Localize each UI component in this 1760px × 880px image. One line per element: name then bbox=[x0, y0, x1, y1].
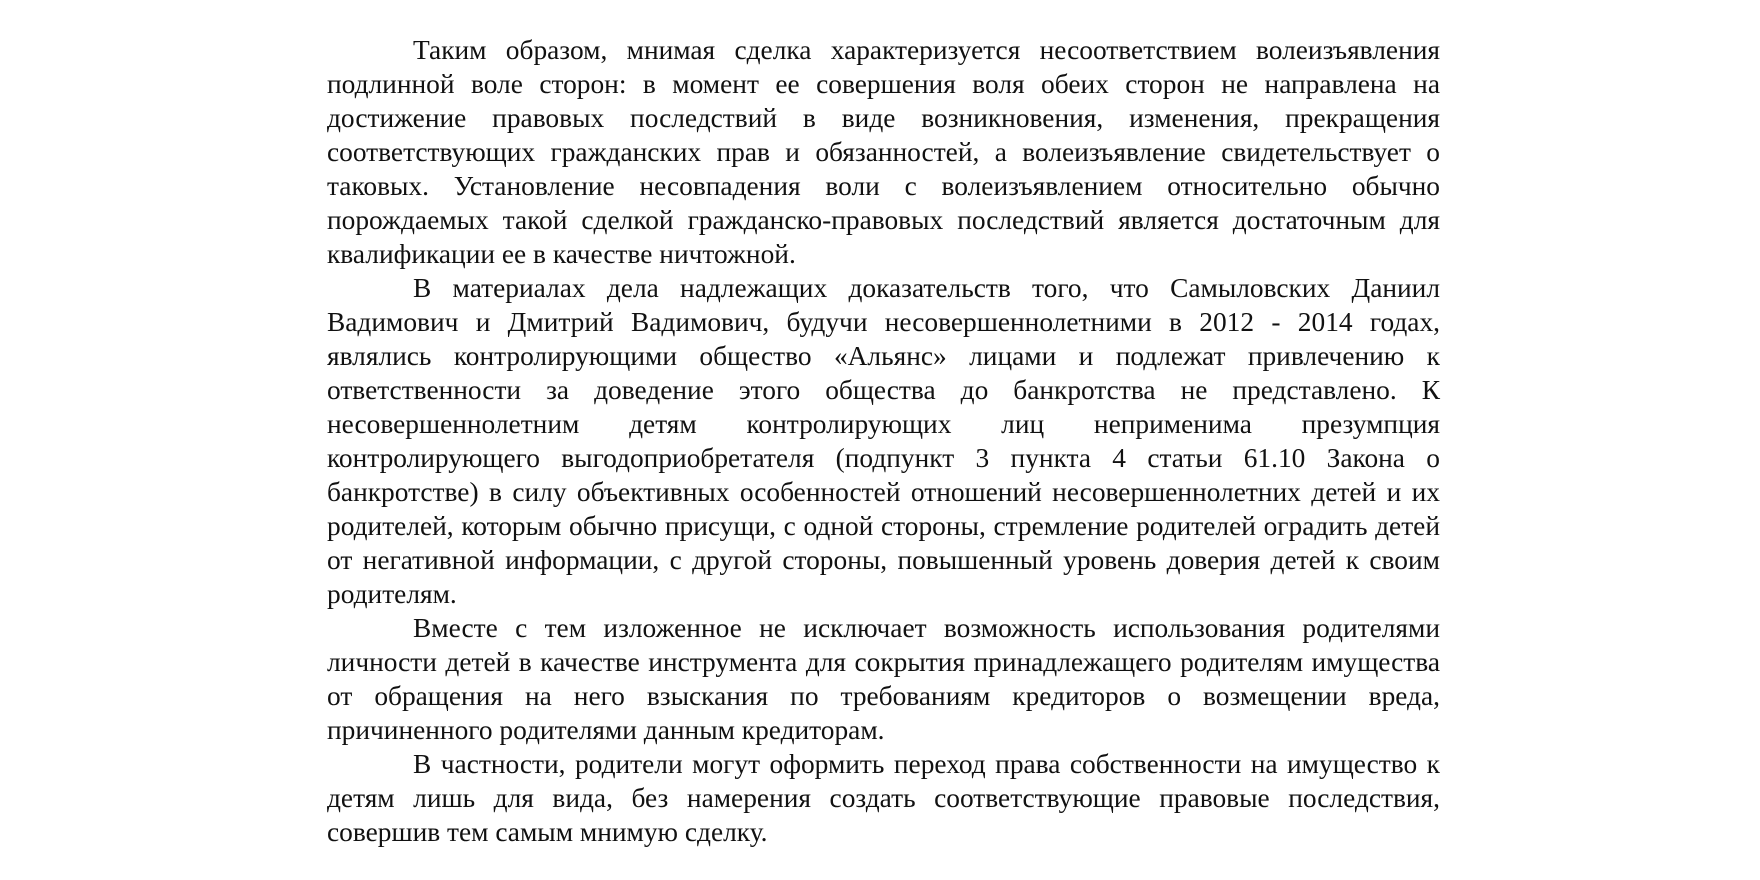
document-body bbox=[327, 33, 1440, 849]
paragraph-4: В частности, родители могут оформить переход права собственности на имущество к детям лишь для вида, без намерения создать соответствующие правовые последствия, совершив тем самым мнимую сделку. bbox=[327, 749, 1440, 847]
paragraph-2: В материалах дела надлежащих доказательств того, что Самыловских Даниил Вадимович и Дмитрий Вадимович, будучи несовершеннолетними в 2012 - 2014 годах, являлись контролирующими общество «Альянс» лицами и подлежат привлечению к ответственности за доведение этого общества до банкротства не представлено. К несовершеннолетним детям контролирующих лиц неприменима презумпция контролирующего выгодоприобретателя (подпункт 3 пункта 4 статьи 61.10 Закона о банкротстве) в силу объективных особенностей отношений несовершеннолетних детей и их родителей, которым обычно присущи, с одной стороны, стремление родителей оградить детей от негативной информации, с другой стороны, повышенный уровень доверия детей к своим родителям. bbox=[327, 273, 1440, 609]
paragraph-3: Вместе с тем изложенное не исключает возможность использования родителями личности детей в качестве инструмента для сокрытия принадлежащего родителям имущества от обращения на него взыскания по требованиям кредиторов о возмещении вреда, причиненного родителями данным кредиторам. bbox=[327, 613, 1440, 745]
paragraph-1: Таким образом, мнимая сделка характеризуется несоответствием волеизъявления подлинной воле сторон: в момент ее совершения воля обеих сторон не направлена на достижение правовых последствий в виде возникновения, изменения, прекращения соответствующих гражданских прав и обязанностей, а волеизъявление свидетельствует о таковых. Установление несовпадения воли с волеизъявлением относительно обычно порождаемых такой сделкой гражданско-правовых последствий является достаточным для квалификации ее в качестве ничтожной. bbox=[327, 35, 1440, 269]
